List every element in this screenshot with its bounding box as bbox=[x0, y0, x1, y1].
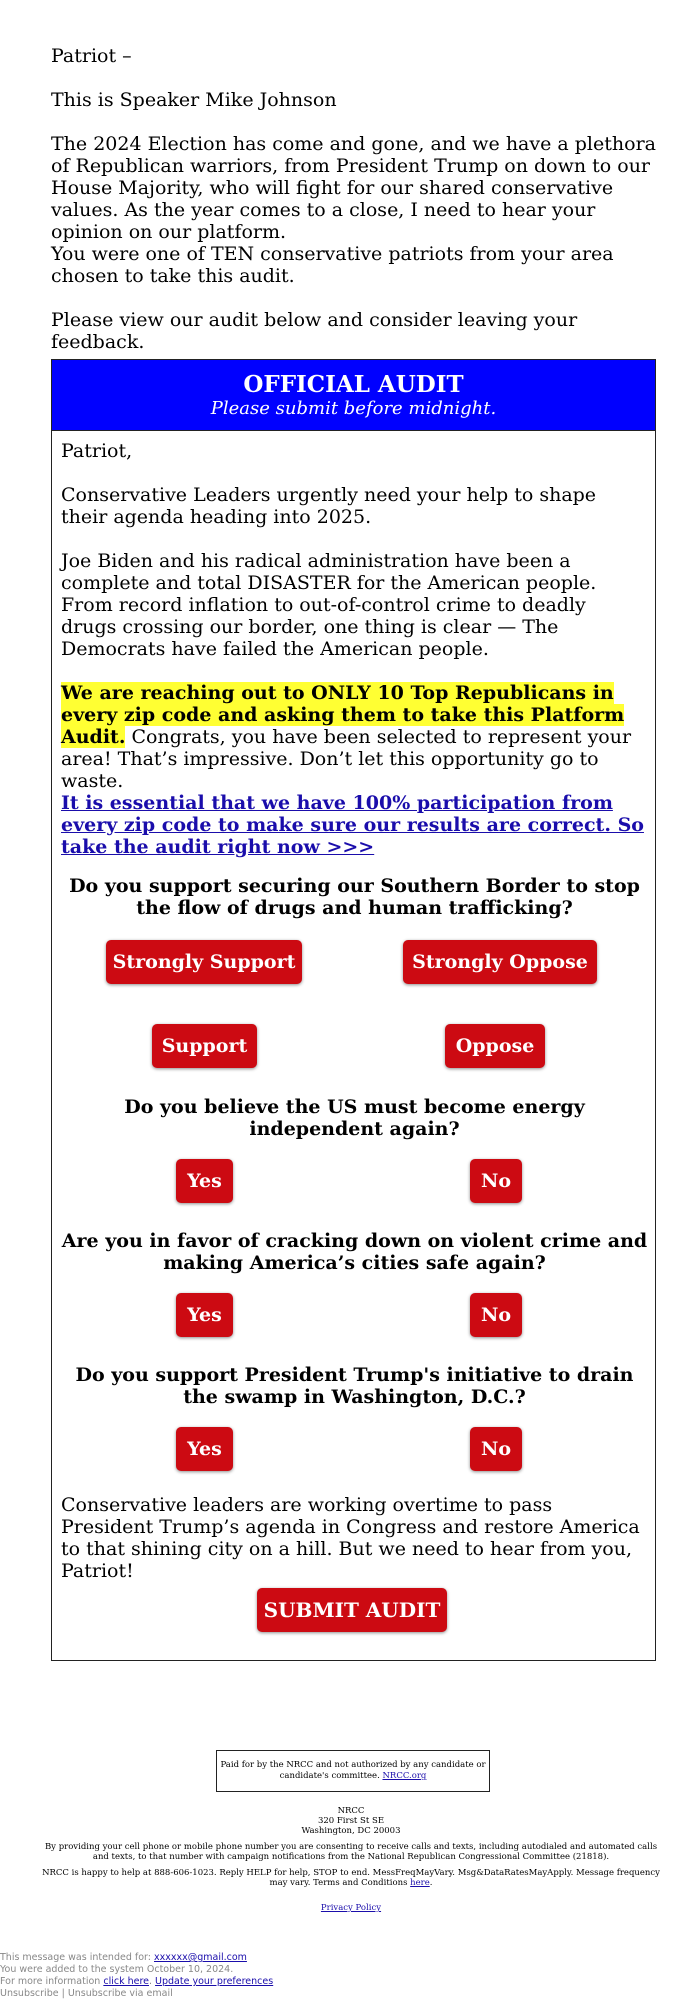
system-more-info: For more information click here. Update your preferences bbox=[0, 1976, 274, 1987]
intended-text: This message was intended for: bbox=[0, 1952, 154, 1963]
crime-no-button[interactable]: No bbox=[470, 1293, 522, 1337]
system-unsubscribe: Unsubscribe | Unsubscribe via email bbox=[0, 1988, 173, 1999]
unsubscribe-link[interactable]: Unsubscribe bbox=[0, 1988, 59, 1999]
crime-yes-button[interactable]: Yes bbox=[176, 1293, 233, 1337]
audit-closing: Conservative leaders are working overtime to pass President Trump’s agenda in Congress and restore America to that shining city on a hill. But we need to hear from you, Patriot! bbox=[61, 1494, 640, 1582]
audit-box bbox=[51, 359, 656, 1661]
highlighted-text: We are reaching out to ONLY 10 Top Republicans in every zip code and asking them to take this Platform Audit. bbox=[61, 682, 625, 748]
audit-paragraph-3 bbox=[61, 682, 646, 792]
footer-street: 320 First St SE bbox=[317, 1816, 385, 1826]
update-preferences-link[interactable]: Update your preferences bbox=[155, 1976, 274, 1987]
audit-subtitle: Please submit before midnight. bbox=[210, 398, 497, 419]
footer-org: NRCC bbox=[337, 1806, 365, 1816]
recipient-email-link[interactable]: xxxxxx@gmail.com bbox=[154, 1952, 247, 1963]
energy-yes-button[interactable]: Yes bbox=[176, 1159, 233, 1203]
intro-paragraph-1: The 2024 Election has come and gone, and we have a plethora of Republican warriors, from President Trump on down to our House Majority, who will fight for our shared conservative values. As the year comes to a close, I need to hear your opinion on our platform. bbox=[51, 133, 656, 243]
strongly-oppose-button[interactable]: Strongly Oppose bbox=[403, 940, 597, 984]
system-added: You were added to the system October 10, 2024. bbox=[0, 1964, 234, 1975]
more-info-text: For more information bbox=[0, 1976, 104, 1987]
footer-help: NRCC is happy to help at 888-606-1023. Reply HELP for help, STOP to end. MessFreqMayVary. Msg&DataRatesMayApply. Message frequency may vary. Terms and Conditions here. bbox=[42, 1868, 660, 1888]
nrcc-link[interactable]: NRCC.org bbox=[382, 1771, 427, 1781]
system-intended bbox=[0, 1952, 247, 1964]
unsubscribe-email-link[interactable]: Unsubscribe via email bbox=[67, 1988, 173, 1999]
audit-title: OFFICIAL AUDIT bbox=[243, 371, 464, 398]
support-button[interactable]: Support bbox=[152, 1024, 257, 1068]
swamp-no-button[interactable]: No bbox=[470, 1427, 522, 1471]
intro-greeting: Patriot – bbox=[51, 45, 132, 67]
intro-speaker: This is Speaker Mike Johnson bbox=[51, 89, 337, 111]
footer-help-text: NRCC is happy to help at 888-606-1023. Reply HELP for help, STOP to end. MessFreqMayVary. Msg&DataRatesMayApply. Message frequency may vary. Terms and Conditions bbox=[42, 1868, 660, 1888]
oppose-button[interactable]: Oppose bbox=[445, 1024, 545, 1068]
question-swamp: Do you support President Trump's initiative to drain the swamp in Washington, D.C.? bbox=[75, 1364, 634, 1408]
question-crime: Are you in favor of cracking down on violent crime and making America’s cities safe again? bbox=[61, 1230, 648, 1274]
paid-for-text: Paid for by the NRCC and not authorized by any candidate or candidate's committee. bbox=[220, 1760, 486, 1781]
audit-cta bbox=[61, 792, 646, 858]
footer-privacy bbox=[40, 1903, 662, 1913]
intro-paragraph-3: Please view our audit below and consider leaving your feedback. bbox=[51, 309, 578, 353]
audit-paragraph-2: Joe Biden and his radical administration have been a complete and total DISASTER for the American people. From record inflation to out-of-control crime to deadly drugs crossing our border, one thing is clear — The Democrats have failed the American people. bbox=[61, 550, 597, 660]
footer-city: Washington, DC 20003 bbox=[301, 1826, 401, 1836]
audit-header bbox=[52, 360, 655, 431]
audit-cta-link[interactable]: It is essential that we have 100% participation from every zip code to make sure our results are correct. So take the audit right now >>> bbox=[61, 792, 644, 858]
footer-consent: By providing your cell phone or mobile phone number you are consenting to receive calls and texts, including autodialed and automated calls and texts, to that number with campaign notifications from the National Republican Congressional Committee (21818). bbox=[44, 1842, 658, 1862]
question-energy: Do you believe the US must become energy independent again? bbox=[124, 1096, 585, 1140]
audit-paragraph-3-rest: Congrats, you have been selected to represent your area! That’s impressive. Don’t let this opportunity go to waste. bbox=[61, 726, 632, 792]
submit-audit-button[interactable]: SUBMIT AUDIT bbox=[257, 1588, 447, 1632]
audit-salutation: Patriot, bbox=[61, 440, 133, 462]
privacy-policy-link[interactable]: Privacy Policy bbox=[320, 1903, 382, 1913]
intro-paragraph-2: You were one of TEN conservative patriots from your area chosen to take this audit. bbox=[51, 243, 614, 287]
energy-no-button[interactable]: No bbox=[470, 1159, 522, 1203]
paid-for-box bbox=[216, 1750, 490, 1792]
strongly-support-button[interactable]: Strongly Support bbox=[106, 940, 302, 984]
terms-link[interactable]: here bbox=[410, 1878, 430, 1888]
swamp-yes-button[interactable]: Yes bbox=[176, 1427, 233, 1471]
click-here-link[interactable]: click here bbox=[103, 1976, 149, 1987]
question-border: Do you support securing our Southern Border to stop the flow of drugs and human trafficking? bbox=[69, 875, 640, 919]
audit-paragraph-1: Conservative Leaders urgently need your help to shape their agenda heading into 2025. bbox=[61, 484, 597, 528]
